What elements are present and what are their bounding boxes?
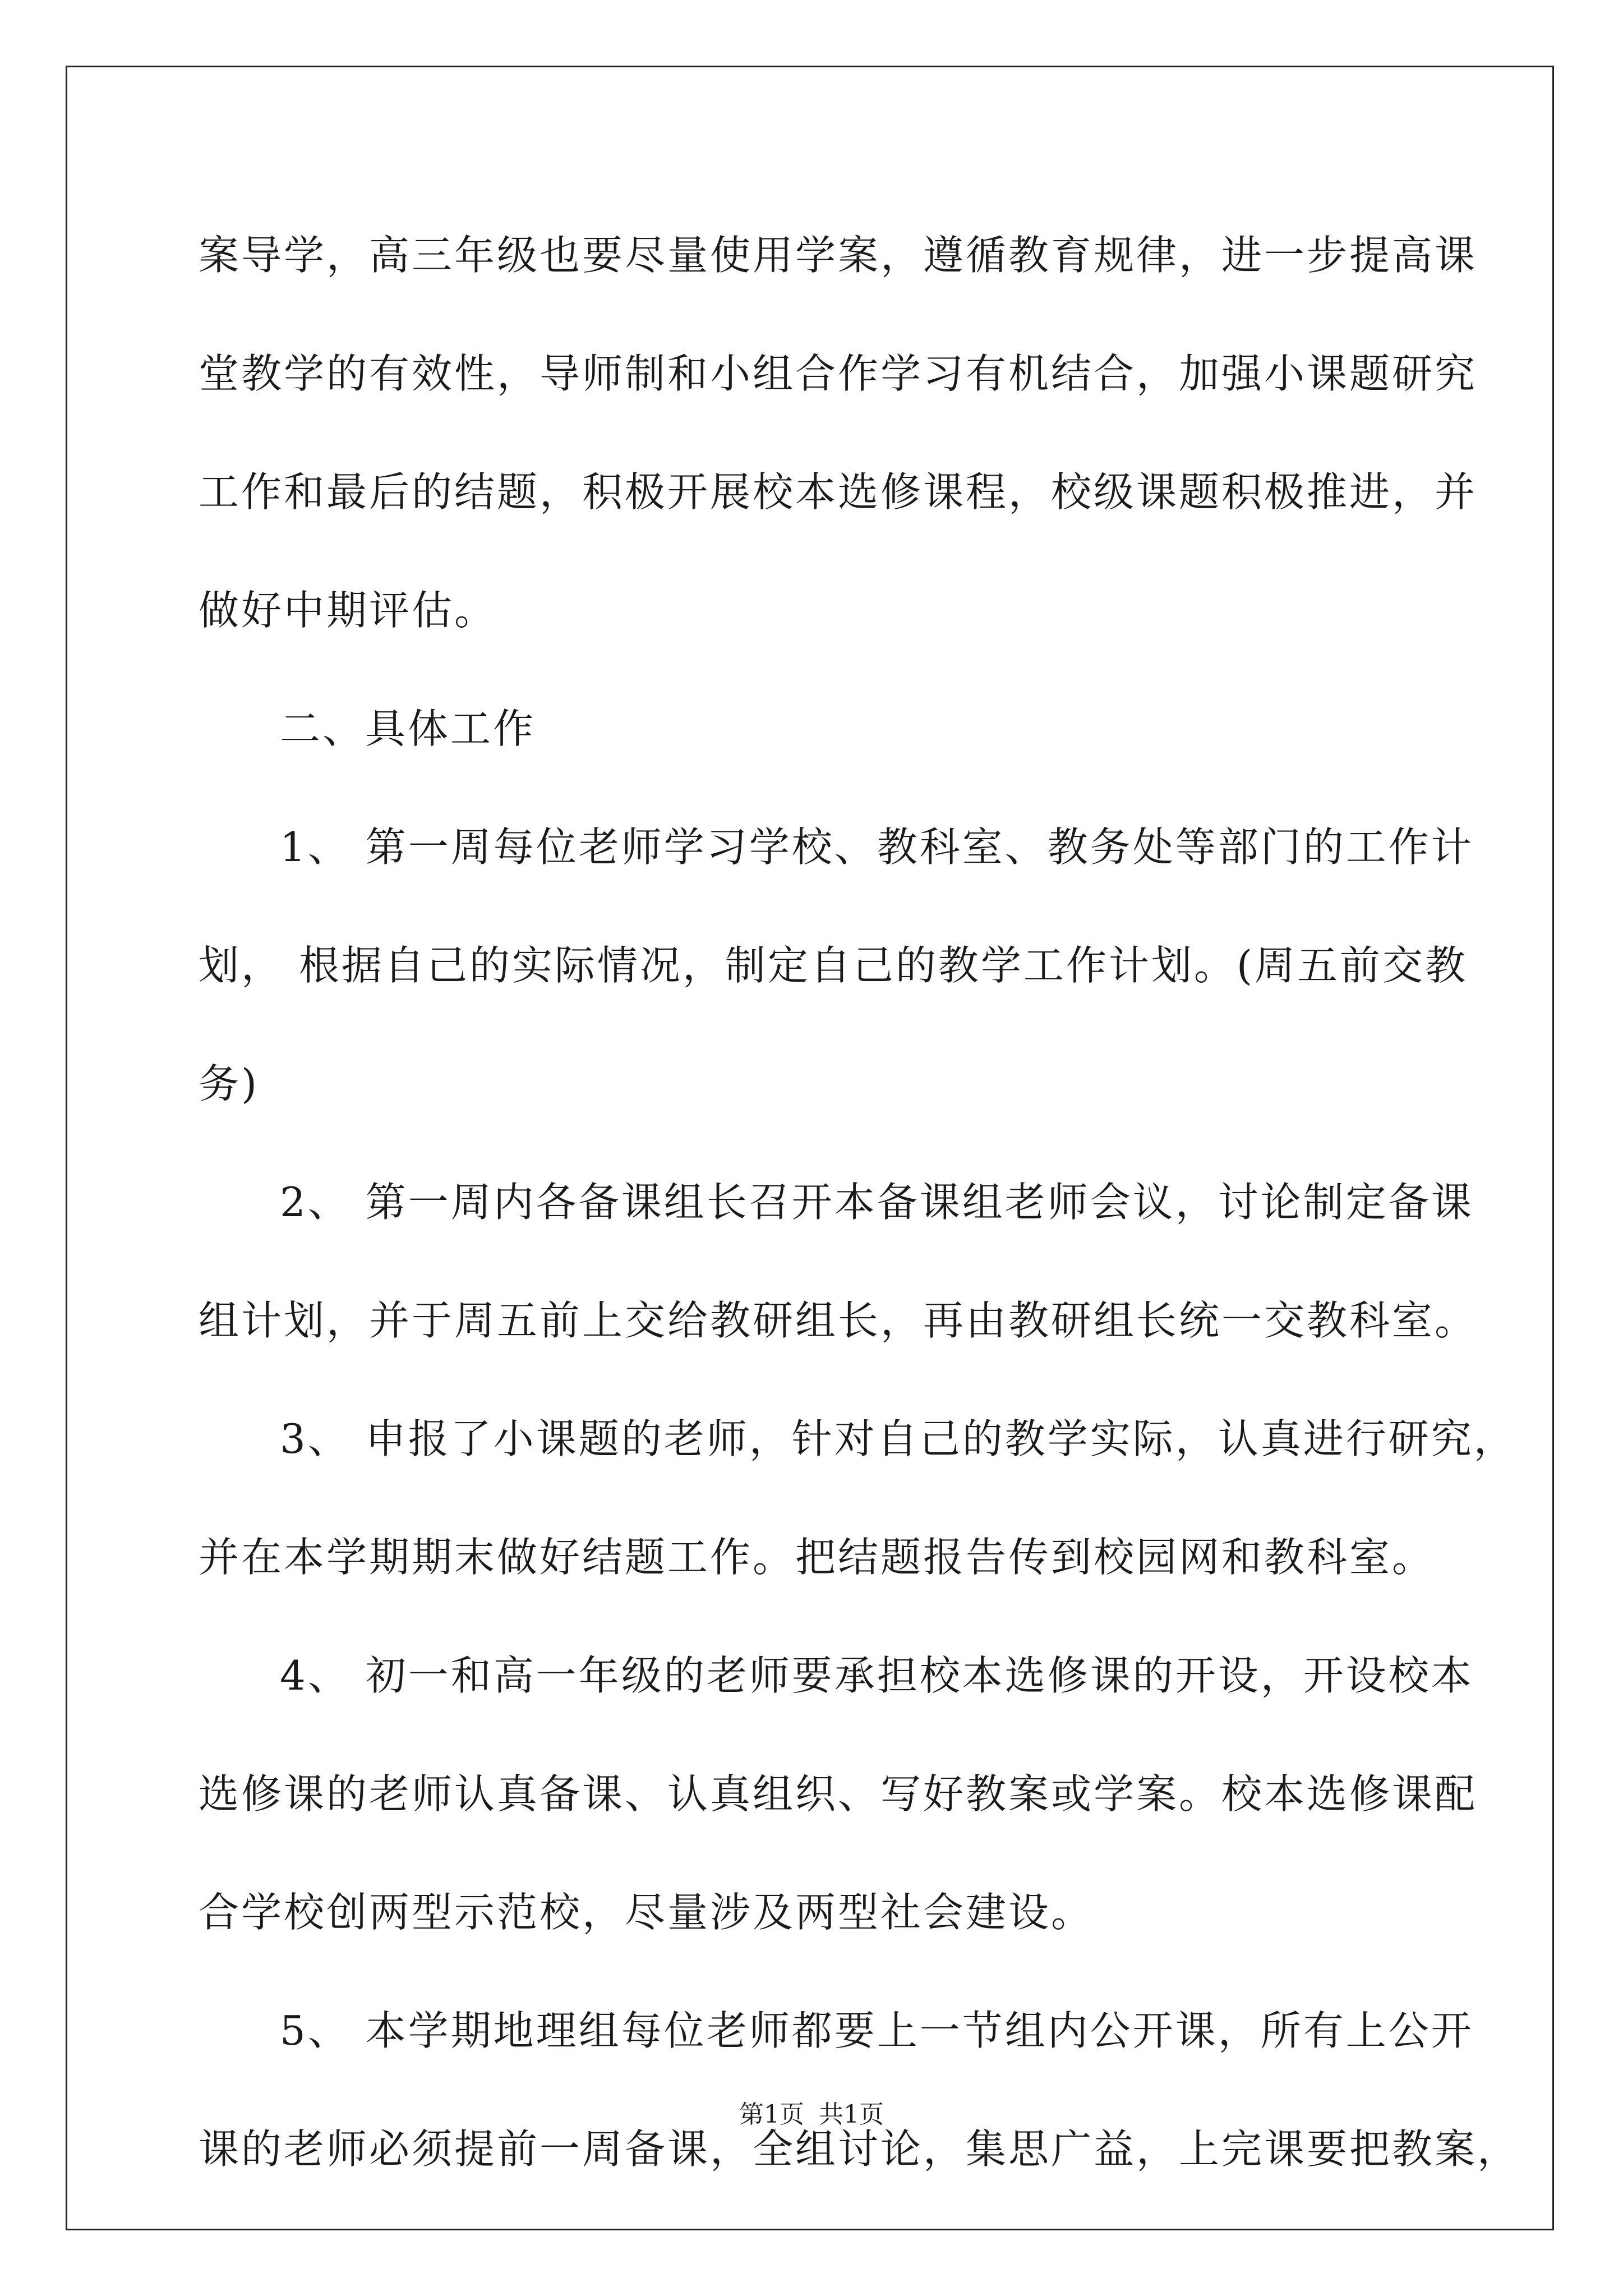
text-line: 并在本学期期末做好结题工作。把结题报告传到校园网和教科室。 [199, 1534, 1435, 1581]
page-number-total: 共1页 [819, 2100, 884, 2129]
text-line: 4、 初一和高一年级的老师要承担校本选修课的开设，开设校本 [280, 1652, 1474, 1699]
document-body [199, 196, 1520, 2208]
text-line: 案导学，高三年级也要尽量使用学案，遵循教育规律，进一步提高课 [199, 232, 1478, 279]
text-line: 3、 申报了小课题的老师，针对自己的教学实际，认真进行研究， [280, 1415, 1516, 1462]
text-line: 组计划，并于周五前上交给教研组长，再由教研组长统一交教科室。 [199, 1297, 1478, 1344]
text-line: 二、具体工作 [280, 705, 536, 752]
text-line: 5、 本学期地理组每位老师都要上一节组内公开课，所有上公开 [280, 2007, 1474, 2054]
page-footer [0, 2098, 1623, 2132]
text-line: 选修课的老师认真备课、认真组织、写好教案或学案。校本选修课配 [199, 1770, 1478, 1818]
text-line: 1、 第一周每位老师学习学校、教科室、教务处等部门的工作计 [280, 823, 1474, 871]
text-line: 工作和最后的结题，积极开展校本选修课程，校级课题积极推进，并 [199, 468, 1478, 516]
text-line: 堂教学的有效性，导师制和小组合作学习有机结合，加强小课题研究 [199, 350, 1478, 397]
page-number-current: 第1页 [739, 2100, 804, 2129]
text-line: 划， 根据自己的实际情况，制定自己的教学工作计划。(周五前交教 [199, 942, 1468, 989]
text-line: 课的老师必须提前一周备课，全组讨论，集思广益，上完课要把教案， [199, 2125, 1520, 2173]
text-line: 合学校创两型示范校，尽量涉及两型社会建设。 [199, 1889, 1094, 1936]
text-line: 务) [199, 1060, 260, 1107]
text-line: 2、 第一周内各备课组长召开本备课组老师会议，讨论制定备课 [280, 1179, 1474, 1226]
text-line: 做好中期评估。 [199, 587, 497, 634]
